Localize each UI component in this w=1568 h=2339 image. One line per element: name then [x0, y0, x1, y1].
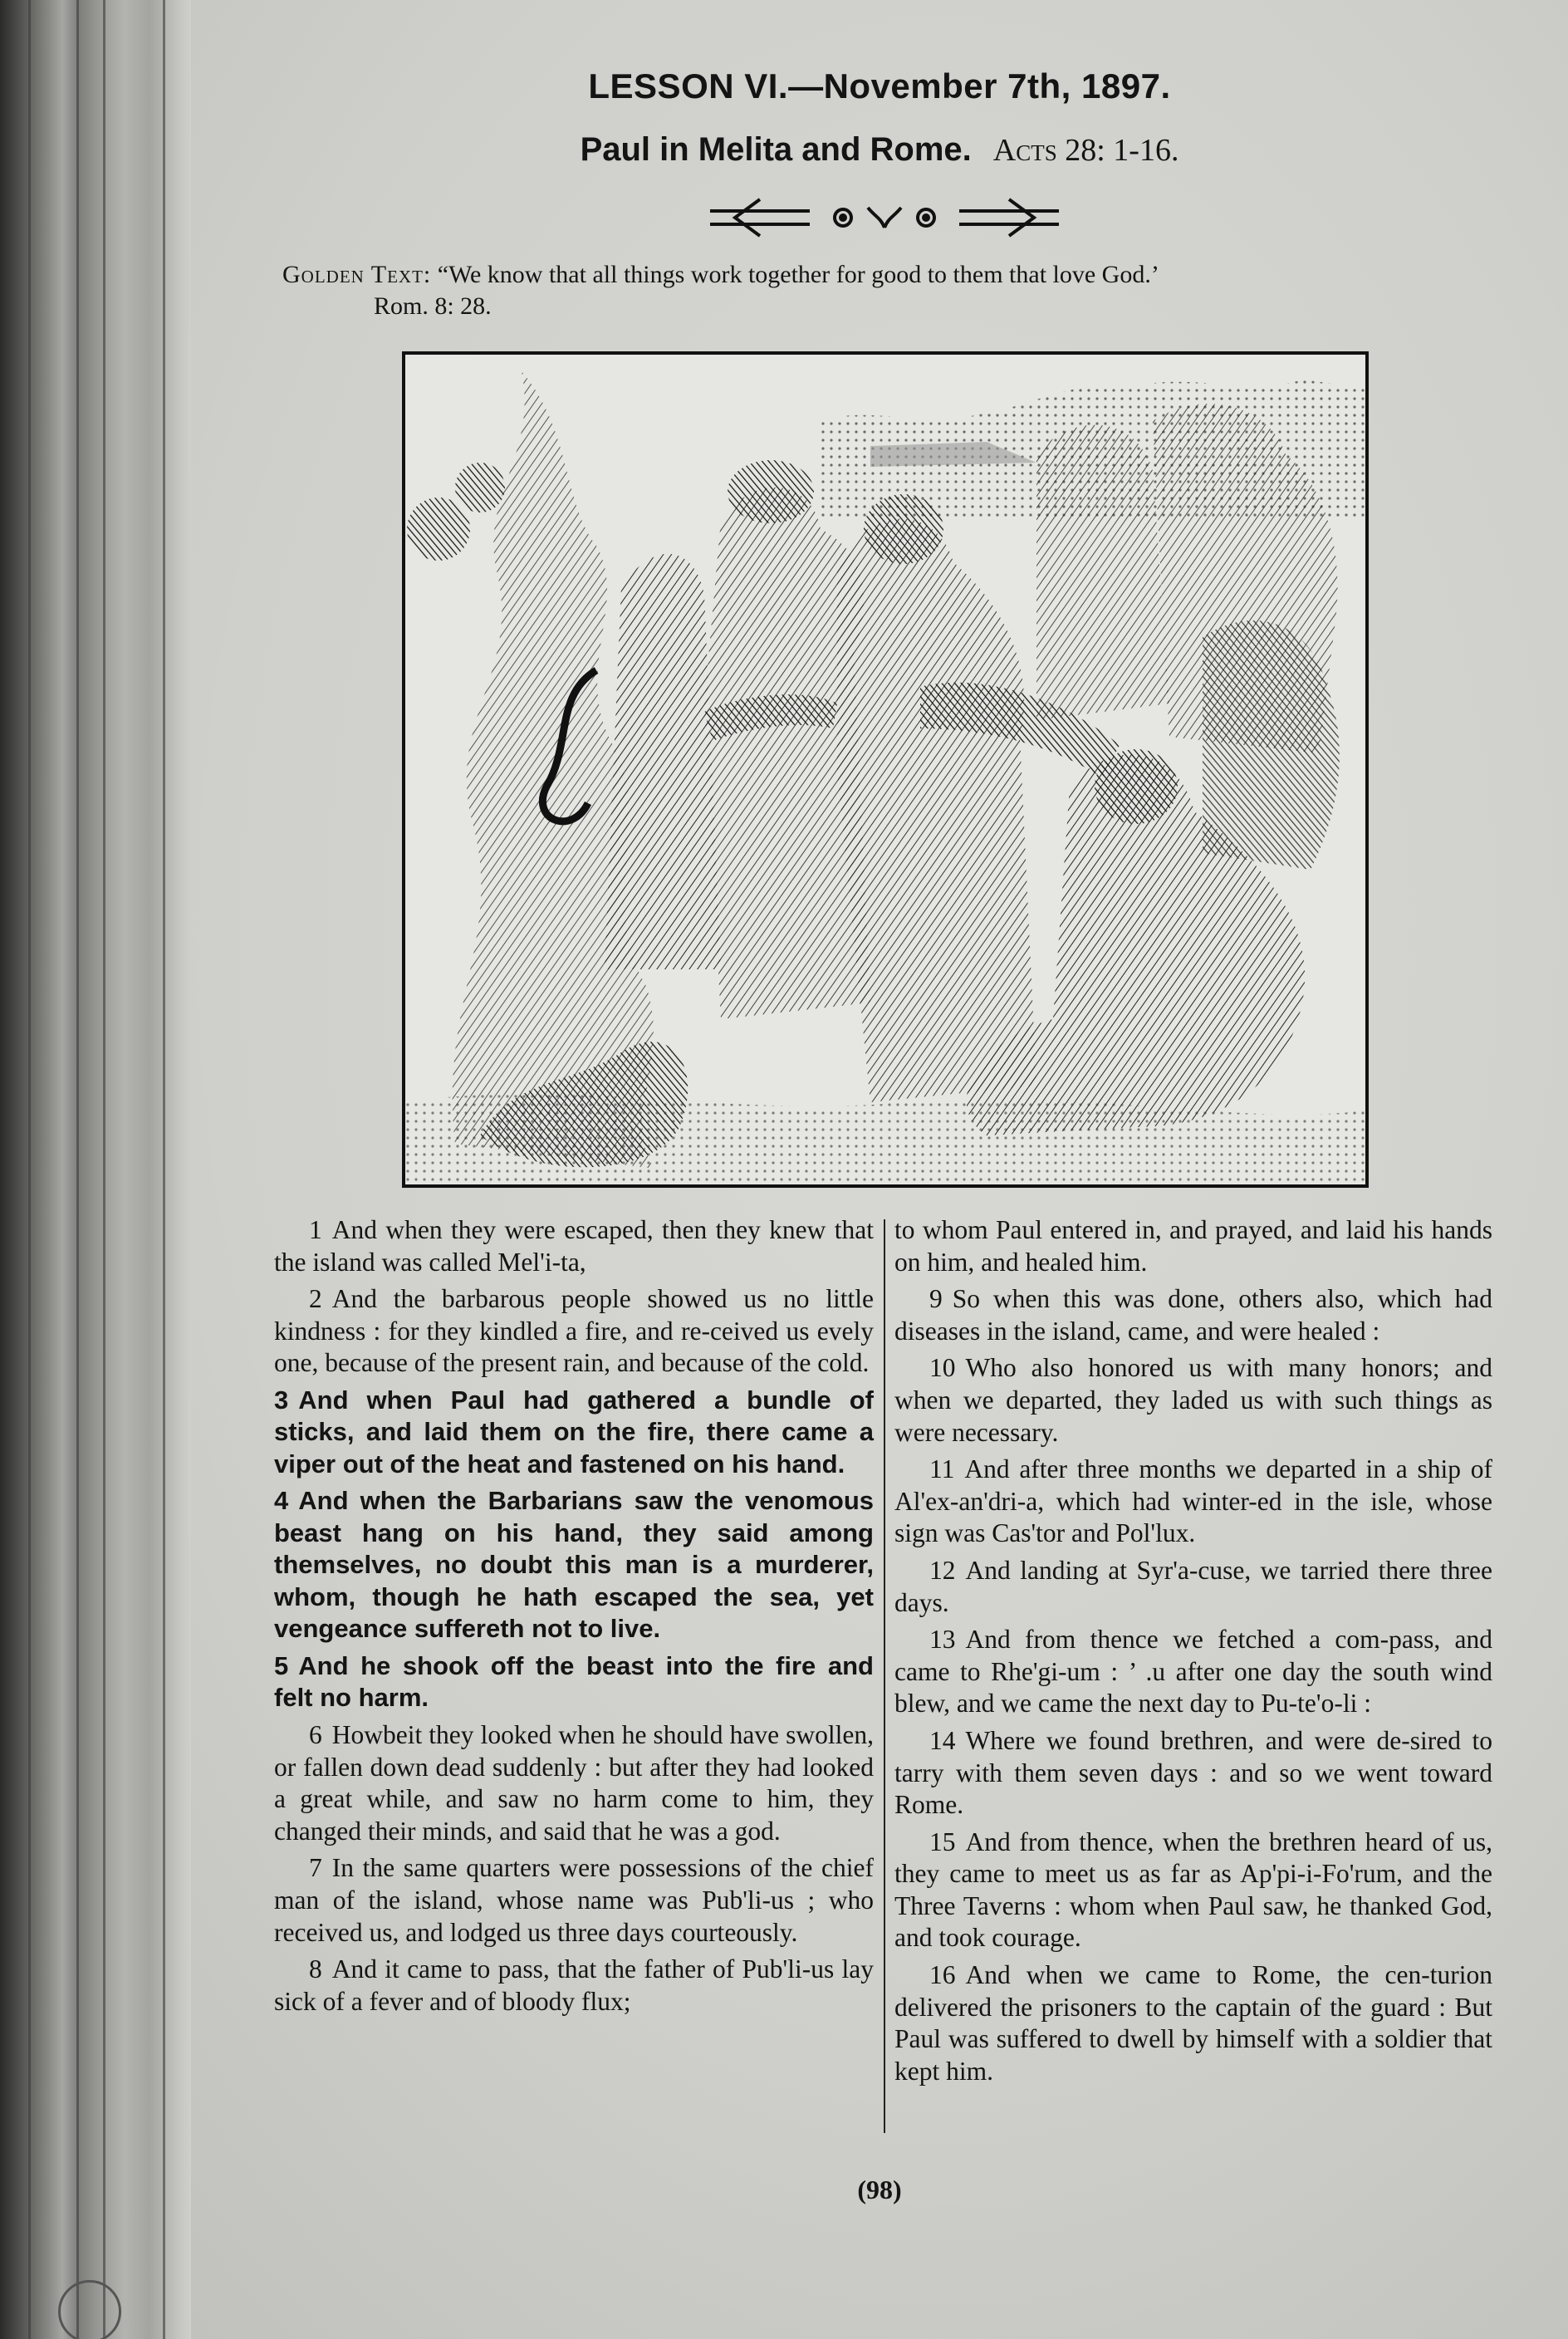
verse-text: And he shook off the beast into the fire and felt no harm. [274, 1650, 874, 1713]
verse-text: And when they were escaped, then they knew that the island was called Mel'i-ta, [274, 1215, 874, 1277]
verse [274, 1385, 874, 1481]
verse-number: 8 [309, 1954, 322, 1984]
verse-text: Where we found brethren, and were de-sired to tarry with them seven days : and so we went toward Rome. [894, 1725, 1492, 1820]
lesson-subtitle-text: Paul in Melita and Rome. [580, 131, 972, 168]
verse-number: 1 [309, 1215, 322, 1244]
verse [894, 1454, 1492, 1550]
verse-text: And from thence, when the brethren heard of us, they came to meet us as far as Ap'pi-i-Fo'rum, and the Three Taverns : whom when Paul saw, he thanked God, and took courage. [894, 1827, 1492, 1953]
verse-number: 4 [274, 1486, 289, 1516]
verse [274, 1954, 874, 2018]
verse [274, 1283, 874, 1380]
verse-text: Howbeit they looked when he should have swollen, or fallen down dead suddenly : but after they had looked a great while, and saw no harm come to him, they changed their minds, and said that he was a god. [274, 1719, 874, 1846]
lesson-illustration [402, 351, 1369, 1188]
engraving-paul-and-viper-icon [405, 355, 1365, 1184]
verse-text: And when the Barbarians saw the venomous beast hang on his hand, they said among themselves, no doubt this man is a murderer, whom, though he hath escaped the sea, yet vengeance suffereth not to live. [274, 1486, 874, 1644]
verse-number: 12 [929, 1555, 956, 1585]
scripture-reference: Acts 28: 1-16. [992, 133, 1179, 168]
verse-number: 13 [929, 1625, 956, 1655]
verse-text: And it came to pass, that the father of Pub'li-us lay sick of a fever and of bloody flux; [274, 1954, 874, 2016]
golden-text-reference: Rom. 8: 28. [374, 292, 492, 320]
golden-text-quote: “We know that all things work together for good to them that love God.’ [437, 261, 1159, 288]
verse-text: And after three months we departed in a ship of Al'ex-an'dri-a, which had winter-ed in the isle, whose sign was Cas'tor and Pol'lux. [894, 1454, 1492, 1548]
lesson-subtitle [191, 131, 1568, 169]
verse-number: 16 [929, 1960, 956, 1990]
lesson-title: LESSON VI.—November 7th, 1897. [588, 66, 1171, 105]
verse-text: Who also honored us with many honors; and when we departed, they laded us with such things as were necessary. [894, 1353, 1492, 1447]
verse [274, 1214, 874, 1278]
verse-number: 15 [929, 1827, 956, 1856]
verse [894, 1959, 1492, 2087]
verse-text: So when this was done, others also, which had diseases in the island, came, and were healed : [894, 1284, 1492, 1346]
page-number: (98) [857, 2175, 902, 2204]
verse-number: 14 [929, 1725, 956, 1755]
verse [894, 1352, 1492, 1449]
verse-number: 6 [309, 1719, 322, 1749]
book-spine [0, 0, 191, 2339]
verse [274, 1719, 874, 1847]
corner-circle-mark [58, 2280, 121, 2339]
verse [894, 1555, 1492, 1619]
column-divider [884, 1219, 885, 2133]
golden-text [282, 259, 1512, 322]
golden-text-label: Golden Text: [282, 261, 432, 288]
verses-left-column [274, 1214, 874, 2023]
verse [894, 1214, 1492, 1278]
verse-number: 7 [309, 1853, 322, 1883]
verse [894, 1827, 1492, 1954]
ornament-divider-icon [702, 193, 1067, 243]
verse [274, 1485, 874, 1645]
verse [274, 1852, 874, 1949]
verse [894, 1624, 1492, 1720]
verses-right-column [894, 1214, 1492, 2092]
verse-number: 9 [929, 1284, 943, 1314]
verse-text: And when we came to Rome, the cen-turion delivered the prisoners to the captain of the guard : But Paul was suffered to dwell by himself with a soldier that kept him. [894, 1960, 1492, 2086]
verse-number: 5 [274, 1650, 289, 1680]
verse-text: And landing at Syr'a-cuse, we tarried there three days. [894, 1555, 1492, 1617]
verse-text: In the same quarters were possessions of the chief man of the island, whose name was Pub'li-us ; who received us, and lodged us three days courteously. [274, 1853, 874, 1947]
verse-number: 10 [929, 1353, 956, 1383]
verse-number: 3 [274, 1385, 289, 1415]
verse-text: And from thence we fetched a com-pass, and came to Rhe'gi-um : ’ .u after one day the south wind blew, and we came the next day to Pu-te'o-li : [894, 1625, 1492, 1719]
verse-number: 11 [929, 1454, 955, 1484]
verse-number: 2 [309, 1284, 322, 1314]
verse-text: to whom Paul entered in, and prayed, and laid his hands on him, and healed him. [894, 1215, 1492, 1277]
verse [894, 1283, 1492, 1347]
verse-text: And the barbarous people showed us no little kindness : for they kindled a fire, and re-ceived us evely one, because of the present rain, and because of the cold. [274, 1284, 874, 1378]
verse [894, 1725, 1492, 1822]
verse [274, 1650, 874, 1714]
verse-text: And when Paul had gathered a bundle of sticks, and laid them on the fire, there came a viper out of the heat and fastened on his hand. [274, 1385, 874, 1478]
